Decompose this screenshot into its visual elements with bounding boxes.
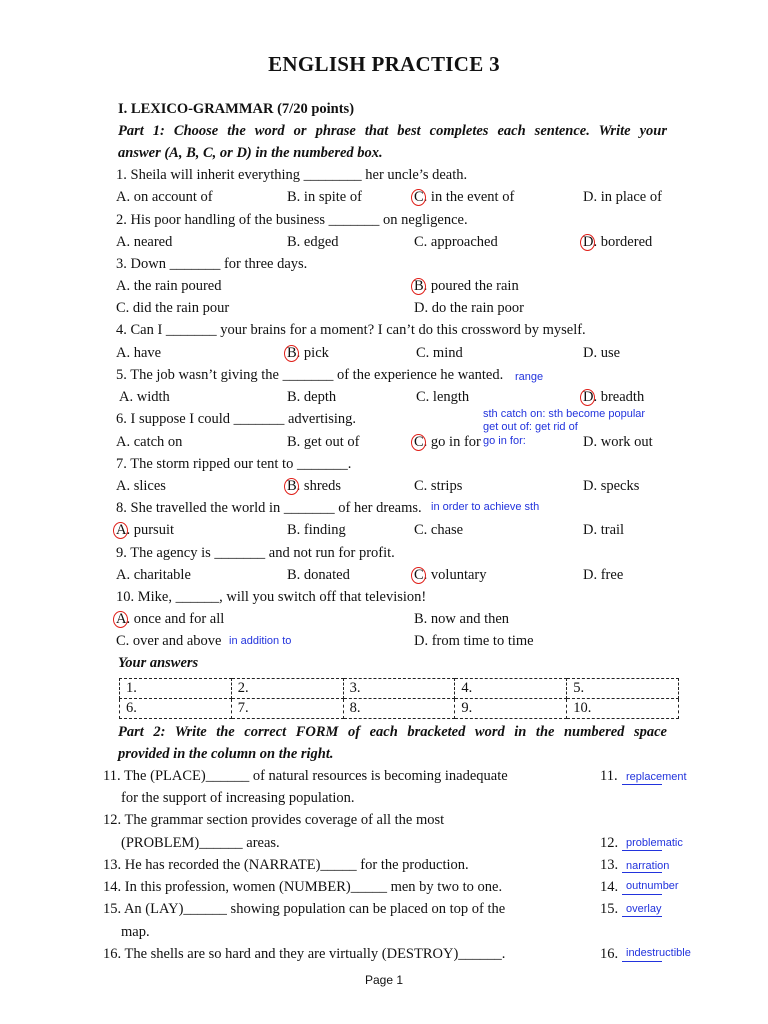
question-8-stem: 8. She travelled the world in _______ of her dreams. (116, 500, 422, 516)
q6-option-b: B. get out of (287, 434, 360, 450)
q6-option-a: A. catch on (116, 434, 183, 450)
item-16-number: 16. (600, 946, 619, 962)
question-5-stem: 5. The job wasn’t giving the _______ of the experience he wanted. (116, 367, 504, 383)
q2-option-d: D. bordered (583, 234, 653, 250)
answer-cell-8[interactable]: 8. (343, 699, 455, 719)
question-1-stem: 1. Sheila will inherit everything ________ her uncle’s death. (116, 167, 468, 183)
q1-option-c: C. in the event of (414, 189, 515, 205)
q6-option-c: C. go in for (414, 434, 481, 450)
item-15-number: 15. (600, 901, 619, 917)
q5-option-c: C. length (416, 389, 470, 405)
item-14-answer: outnumber (626, 880, 679, 892)
q8-option-a: A. pursuit (116, 522, 174, 538)
q9-option-c: C. voluntary (414, 567, 487, 583)
q2-option-a: A. neared (116, 234, 173, 250)
part2-instruction-line1: Part 2: Write the correct FORM of each bracketed word in the numbered space (118, 724, 667, 740)
q4-option-d: D. use (583, 345, 621, 361)
q7-option-a: A. slices (116, 478, 166, 494)
question-4-stem: 4. Can I _______ your brains for a moment? I can’t do this crossword by myself. (116, 322, 586, 338)
q8-option-d: D. trail (583, 522, 625, 538)
item-11-line2: for the support of increasing population. (121, 790, 355, 806)
q5-option-d: D. breadth (583, 389, 645, 405)
q5-option-b: B. depth (287, 389, 337, 405)
section-heading: I. LEXICO-GRAMMAR (7/20 points) (118, 101, 355, 117)
answer-cell-1[interactable]: 1. (120, 679, 232, 699)
your-answers-label: Your answers (118, 655, 199, 671)
q7-option-b: B. shreds (287, 478, 341, 494)
handwritten-note-q6-go-in-for: go in for: (483, 435, 526, 447)
answer-cell-5[interactable]: 5. (567, 679, 679, 699)
question-9-stem: 9. The agency is _______ and not run for profit. (116, 545, 395, 561)
q4-option-a: A. have (116, 345, 162, 361)
item-15-line1: 15. An (LAY)______ showing population can be placed on top of the (103, 901, 506, 917)
q8-option-c: C. chase (414, 522, 464, 538)
answer-cell-10[interactable]: 10. (567, 699, 679, 719)
item-16-blank (622, 961, 662, 962)
item-16-line1: 16. The shells are so hard and they are virtually (DESTROY)______. (103, 946, 506, 962)
handwritten-note-q10: in addition to (229, 635, 292, 647)
part1-instruction-line2: answer (A, B, C, or D) in the numbered box. (118, 145, 383, 161)
answer-row (120, 699, 679, 719)
q1-option-b: B. in spite of (287, 189, 362, 205)
q9-option-d: D. free (583, 567, 624, 583)
item-11-line1: 11. The (PLACE)______ of natural resources is becoming inadequate (103, 768, 508, 784)
item-12-blank (622, 850, 662, 851)
q8-option-b: B. finding (287, 522, 346, 538)
item-15-answer: overlay (626, 903, 662, 915)
handwritten-note-q6-get-out-of: get out of: get rid of (483, 421, 578, 433)
question-10-stem: 10. Mike, ______, will you switch off that television! (116, 589, 427, 605)
question-6-stem: 6. I suppose I could _______ advertising. (116, 411, 357, 427)
q4-option-b: B. pick (287, 345, 329, 361)
item-11-blank (622, 784, 662, 785)
item-14-number: 14. (600, 879, 619, 895)
q7-option-c: C. strips (414, 478, 463, 494)
item-13-line1: 13. He has recorded the (NARRATE)_____ for the production. (103, 857, 469, 873)
q2-option-b: B. edged (287, 234, 339, 250)
q6-option-d: D. work out (583, 434, 653, 450)
q3-option-c: C. did the rain pour (116, 300, 230, 316)
answer-cell-4[interactable]: 4. (455, 679, 567, 699)
q2-option-c: C. approached (414, 234, 498, 250)
answer-cell-7[interactable]: 7. (231, 699, 343, 719)
item-13-answer: narration (626, 860, 670, 872)
item-14-blank (622, 894, 662, 895)
q10-option-d: D. from time to time (414, 633, 534, 649)
question-7-stem: 7. The storm ripped our tent to _______. (116, 456, 352, 472)
question-3-stem: 3. Down _______ for three days. (116, 256, 308, 272)
q5-option-a: A. width (119, 389, 170, 405)
q1-option-d: D. in place of (583, 189, 662, 205)
part1-instruction-line1: Part 1: Choose the word or phrase that best completes each sentence. Write your (118, 123, 667, 139)
question-2-stem: 2. His poor handling of the business _______ on negligence. (116, 212, 468, 228)
item-12-answer: problematic (626, 837, 683, 849)
item-13-number: 13. (600, 857, 619, 873)
answer-box-table (119, 678, 679, 719)
q10-option-c: C. over and above (116, 633, 222, 649)
answer-cell-6[interactable]: 6. (120, 699, 232, 719)
q3-option-b: B. poured the rain (414, 278, 519, 294)
item-16-answer: indestructible (626, 947, 691, 959)
item-11-answer: replacement (626, 771, 687, 783)
item-13-blank (622, 872, 662, 873)
q3-option-a: A. the rain poured (116, 278, 222, 294)
part2-instruction-line2: provided in the column on the right. (118, 746, 334, 762)
item-15-line2: map. (121, 924, 150, 940)
q10-option-a: A. once and for all (116, 611, 225, 627)
item-12-number: 12. (600, 835, 619, 851)
handwritten-note-q6-catch-on: sth catch on: sth become popular (483, 408, 646, 420)
handwritten-note-q8: in order to achieve sth (431, 501, 540, 513)
item-15-blank (622, 916, 662, 917)
answer-cell-2[interactable]: 2. (231, 679, 343, 699)
item-12-line1: 12. The grammar section provides coverage of all the most (103, 812, 445, 828)
answer-row (120, 679, 679, 699)
q9-option-a: A. charitable (116, 567, 191, 583)
answer-cell-3[interactable]: 3. (343, 679, 455, 699)
q3-option-d: D. do the rain poor (414, 300, 524, 316)
q10-option-b: B. now and then (414, 611, 510, 627)
item-12-line2: (PROBLEM)______ areas. (121, 835, 280, 851)
handwritten-note-q5: range (515, 371, 544, 383)
page-number: Page 1 (364, 973, 404, 987)
answer-cell-9[interactable]: 9. (455, 699, 567, 719)
page-title: ENGLISH PRACTICE 3 (268, 52, 500, 76)
q9-option-b: B. donated (287, 567, 350, 583)
item-11-number: 11. (600, 768, 618, 784)
q1-option-a: A. on account of (116, 189, 213, 205)
q7-option-d: D. specks (583, 478, 640, 494)
q4-option-c: C. mind (416, 345, 463, 361)
item-14-line1: 14. In this profession, women (NUMBER)_____ men by two to one. (103, 879, 503, 895)
